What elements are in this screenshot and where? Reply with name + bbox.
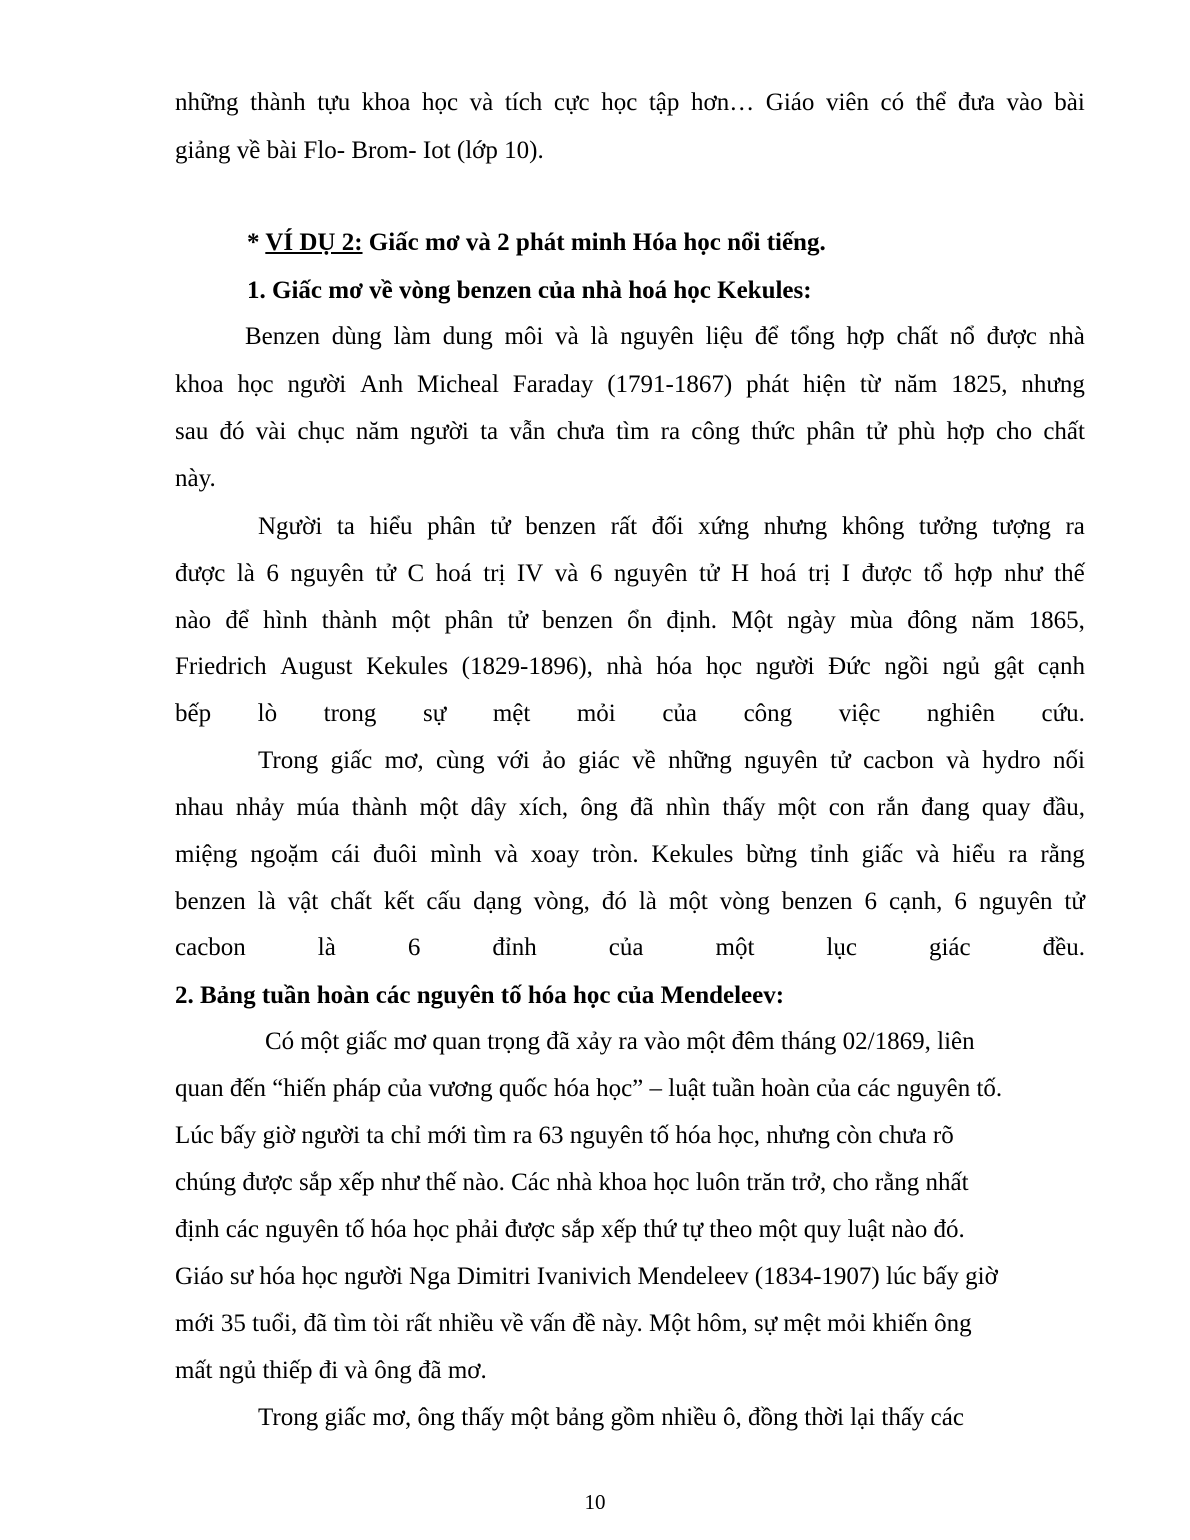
word: tử [507,607,528,634]
word: I [841,560,851,587]
s2-p2-line-1: Trong giấc mơ, ông thấy một bảng gồm nhiều ô, đồng thời lại thấy các [258,1404,964,1431]
word: nguyên [613,560,688,587]
word: ngày [787,607,836,634]
word: và [916,841,940,868]
word: ổn [627,607,653,634]
word: dây [470,794,507,821]
word: H [730,560,750,587]
word: thế [1054,560,1085,587]
word: múa [296,794,340,821]
s1-p3-line-2 [175,793,1085,823]
word: đông [907,607,958,634]
word: học [706,653,743,680]
word: của [608,934,644,961]
word: tổng [790,323,835,350]
word: người [410,418,469,445]
word: tưởng [918,513,978,540]
word: Đức [828,653,871,680]
word: tử [866,418,887,445]
word: ra [1065,513,1085,540]
word: thành [321,607,378,634]
word: nhau [175,794,224,821]
word: chục [297,418,345,445]
word: phân [444,607,494,634]
word: ngoặm [250,841,319,868]
word: vài [255,418,287,445]
word: rất [610,513,638,540]
word: được [175,560,226,587]
s2-p1-line-3: Lúc bấy giờ người ta chỉ mới tìm ra 63 nguyên tố hóa học, nhưng còn chưa rõ [175,1122,954,1149]
word: một [777,794,817,821]
word: cho [996,418,1033,445]
word: hợp [954,560,993,587]
word: lò [257,700,278,727]
s1-p1-line-1 [245,322,1085,352]
s2-p1-line-7: mới 35 tuổi, đã tìm tòi rất nhiều về vấn đề này. Một hôm, sự mệt mỏi khiến ông [175,1310,972,1337]
word: vào [1006,89,1043,116]
word: hoá [760,560,797,587]
page-number: 10 [584,1490,606,1514]
word: ảo [542,747,566,774]
word: tròn. [592,841,639,868]
word: cacbon [863,747,934,774]
word: tượng [992,513,1051,540]
word: học [237,371,274,398]
word: dùng [331,323,382,350]
word: bừng [746,841,798,868]
word: là [638,888,657,915]
word: hiểu [369,513,413,540]
word: giấc [330,747,373,774]
word: dạng [473,888,522,915]
word: Kekules [366,653,449,680]
word: thể [915,89,947,116]
word: tỉnh [809,841,849,868]
word: mình [430,841,482,868]
word: lục [826,934,857,961]
word: rắn [876,794,909,821]
word: một [668,888,708,915]
word: như [1004,560,1043,587]
word: mơ, [384,747,424,774]
word: công [691,418,740,445]
word: là [236,560,255,587]
word: tử [1064,888,1085,915]
word: vật [287,888,319,915]
word: hydro [982,747,1041,774]
word: dung [442,323,493,350]
word: ngủ [942,653,980,680]
word: cấu [426,888,462,915]
word: Trong [258,747,319,774]
word: cái [331,841,361,868]
word: và [555,323,579,350]
word: nguyên [744,747,818,774]
word: của [662,700,698,727]
word: cứu. [1041,700,1085,727]
s1-p1-line-3 [175,417,1085,447]
word: là [317,934,336,961]
word: tựu [317,89,351,116]
word: Micheal [417,371,499,398]
word: tổ [923,560,943,587]
word: ra [660,418,681,445]
word: tử [698,560,720,587]
word: công [743,700,793,727]
word: gật [993,653,1025,680]
word: những [668,747,732,774]
word: nhà [606,653,643,680]
word: nhưng [1021,371,1085,398]
s1-p2-line-5 [175,699,1085,729]
word: Benzen [245,323,320,350]
word: có [880,89,905,116]
word: học [421,89,459,116]
word: benzen [542,607,613,634]
word: một [391,607,431,634]
word: cực [553,89,590,116]
word: đầu, [1042,794,1085,821]
word: và [469,89,494,116]
word: August [280,653,353,680]
word: định. [666,607,718,634]
word: Giáo [765,89,815,116]
s1-p2-line-2 [175,559,1085,589]
word: 6 [864,888,877,915]
word: được [861,560,912,587]
word: vẫn [509,418,546,445]
word: hiện [802,371,847,398]
word: tìm [616,418,650,445]
word: học [601,89,638,116]
word: người [287,371,347,398]
word: đó [219,418,245,445]
word: vòng, [533,888,590,915]
word: ngồi [884,653,929,680]
example-2-title: Giấc mơ và 2 phát minh Hóa học nổi tiếng. [362,229,826,256]
s1-p3-line-4 [175,887,1085,917]
word: C [407,560,425,587]
word: khoa [175,371,224,398]
word: nổ [949,323,975,350]
word: thành [250,89,306,116]
word: đang [921,794,970,821]
word: làm [393,323,431,350]
example-2-label: VÍ DỤ 2: [265,229,363,256]
word: phân [427,513,476,540]
word: 6 [954,888,967,915]
word: nhà [1048,323,1085,350]
s1-p1-line-2 [175,370,1085,400]
word: cạnh, [888,888,943,915]
word: mỏi [576,700,616,727]
word: ông [580,794,618,821]
word: đã [630,794,654,821]
s2-p1-line-1: Có một giấc mơ quan trọng đã xảy ra vào một đêm tháng 02/1869, liên [265,1028,975,1055]
word: nguyên [620,323,694,350]
word: nguyên [978,888,1053,915]
word: trị [483,560,506,587]
word: đó [601,888,627,915]
word: với [497,747,530,774]
word: xích, [518,794,569,821]
word: benzen [781,888,853,915]
word: Một [731,607,773,634]
word: sự [422,700,447,727]
word: ra [1008,841,1028,868]
word: IV [516,560,544,587]
word: mệt [492,700,531,727]
word: bài [1054,89,1085,116]
word: mùa [849,607,894,634]
word: một [715,934,755,961]
word: thành [351,794,408,821]
word: vòng [719,888,770,915]
word: hơn… [690,89,755,116]
s2-p1-line-4: chúng được sắp xếp như thế nào. Các nhà khoa học luôn trăn trở, cho rằng nhất [175,1169,969,1196]
word: nghiên [926,700,995,727]
word: 1825, [951,371,1008,398]
word: sau [175,418,209,445]
word: kết [383,888,415,915]
word: là [590,323,609,350]
word: benzen [525,513,597,540]
word: hợp [846,323,885,350]
word: 1865, [1028,607,1085,634]
word: khoa [361,89,411,116]
word: bếp [175,700,212,727]
word: những [175,89,239,116]
word: tích [504,89,543,116]
intro-line-1 [175,88,1085,118]
word: nguyên [290,560,364,587]
word: miệng [175,841,238,868]
word: được [986,323,1037,350]
word: năm [894,371,938,398]
s2-p1-line-8: mất ngủ thiếp đi và ông đã mơ. [175,1357,487,1384]
word: không [841,513,905,540]
word: chất [330,888,372,915]
word: trong [323,700,377,727]
word: chất [896,323,939,350]
word: việc [838,700,881,727]
word: hóa [656,653,693,680]
word: đỉnh [492,934,537,961]
s2-p1-line-5: định các nguyên tố hóa học phải được sắp xếp thứ tự theo một quy luật nào đó. [175,1216,965,1243]
word: nhảy [235,794,285,821]
word: thấy [722,794,766,821]
s1-p3-line-1 [258,746,1085,776]
word: từ [859,371,881,398]
s2-p1-line-2: quan đến “hiến pháp của vương quốc hóa học” – luật tuần hoàn của các nguyên tố. [175,1075,1003,1102]
word: tập [648,89,680,116]
word: để [754,323,779,350]
s1-p2-line-1 [258,512,1085,542]
word: hoá [435,560,472,587]
intro-line-2: giảng về bài Flo- Brom- Iot (lớp 10). [175,137,544,164]
word: năm [355,418,399,445]
s1-p2-line-3 [175,606,1085,636]
word: chất [1043,418,1085,445]
word: đều. [1042,934,1085,961]
word: cacbon [175,934,246,961]
word: tử [490,513,511,540]
word: Friedrich [175,653,267,680]
word: Anh [360,371,404,398]
word: phân [806,418,855,445]
word: phát [746,371,790,398]
word: (1829-1896), [461,653,593,680]
word: về [632,747,656,774]
word: giác [578,747,620,774]
word: ta [336,513,355,540]
word: benzen [175,888,246,915]
word: rằng [1040,841,1085,868]
word: môi [504,323,544,350]
word: 6 [589,560,603,587]
word: 6 [266,560,279,587]
word: một [419,794,459,821]
word: và [494,841,518,868]
word: quay [981,794,1031,821]
word: giác [928,934,971,961]
word: tử [830,747,851,774]
word: chưa [556,418,605,445]
word: và [946,747,970,774]
word: người [755,653,815,680]
word: 6 [407,934,421,961]
section-1-heading: 1. Giấc mơ về vòng benzen của nhà hoá học Kekules: [247,277,812,304]
word: viên [825,89,869,116]
example-2-prefix: * [247,229,266,256]
word: năm [971,607,1015,634]
s2-p1-line-6: Giáo sư hóa học người Nga Dimitri Ivanivich Mendeleev (1834-1907) lúc bấy giờ [175,1263,998,1290]
word: thức [751,418,796,445]
word: đuôi [372,841,418,868]
word: liệu [705,323,744,350]
word: xoay [530,841,580,868]
word: xứng [698,513,750,540]
section-2-heading: 2. Bảng tuần hoàn các nguyên tố hóa học của Mendeleev: [175,982,785,1009]
word: là [257,888,276,915]
word: trị [808,560,831,587]
word: ta [480,418,499,445]
word: Người [258,513,323,540]
word: hợp [946,418,985,445]
word: tử [375,560,396,587]
word: hiểu [952,841,996,868]
word: đối [651,513,684,540]
s1-p2-line-4 [175,652,1085,682]
word: đưa [957,89,995,116]
word: nào [175,607,212,634]
word: để [225,607,249,634]
word: nhìn [665,794,711,821]
s1-p1-line-4: này. [175,465,216,492]
word: và [554,560,579,587]
word: nối [1053,747,1085,774]
word: nhưng [763,513,828,540]
word: (1791-1867) [607,371,733,398]
word: con [828,794,865,821]
s1-p3-line-5 [175,933,1085,963]
word: cạnh [1037,653,1085,680]
word: giấc [861,841,904,868]
word: Faraday [512,371,594,398]
word: phù [897,418,936,445]
example-2-heading [247,228,826,258]
s1-p3-line-3 [175,840,1085,870]
word: Kekules [651,841,734,868]
word: cùng [436,747,485,774]
word: hình [263,607,308,634]
